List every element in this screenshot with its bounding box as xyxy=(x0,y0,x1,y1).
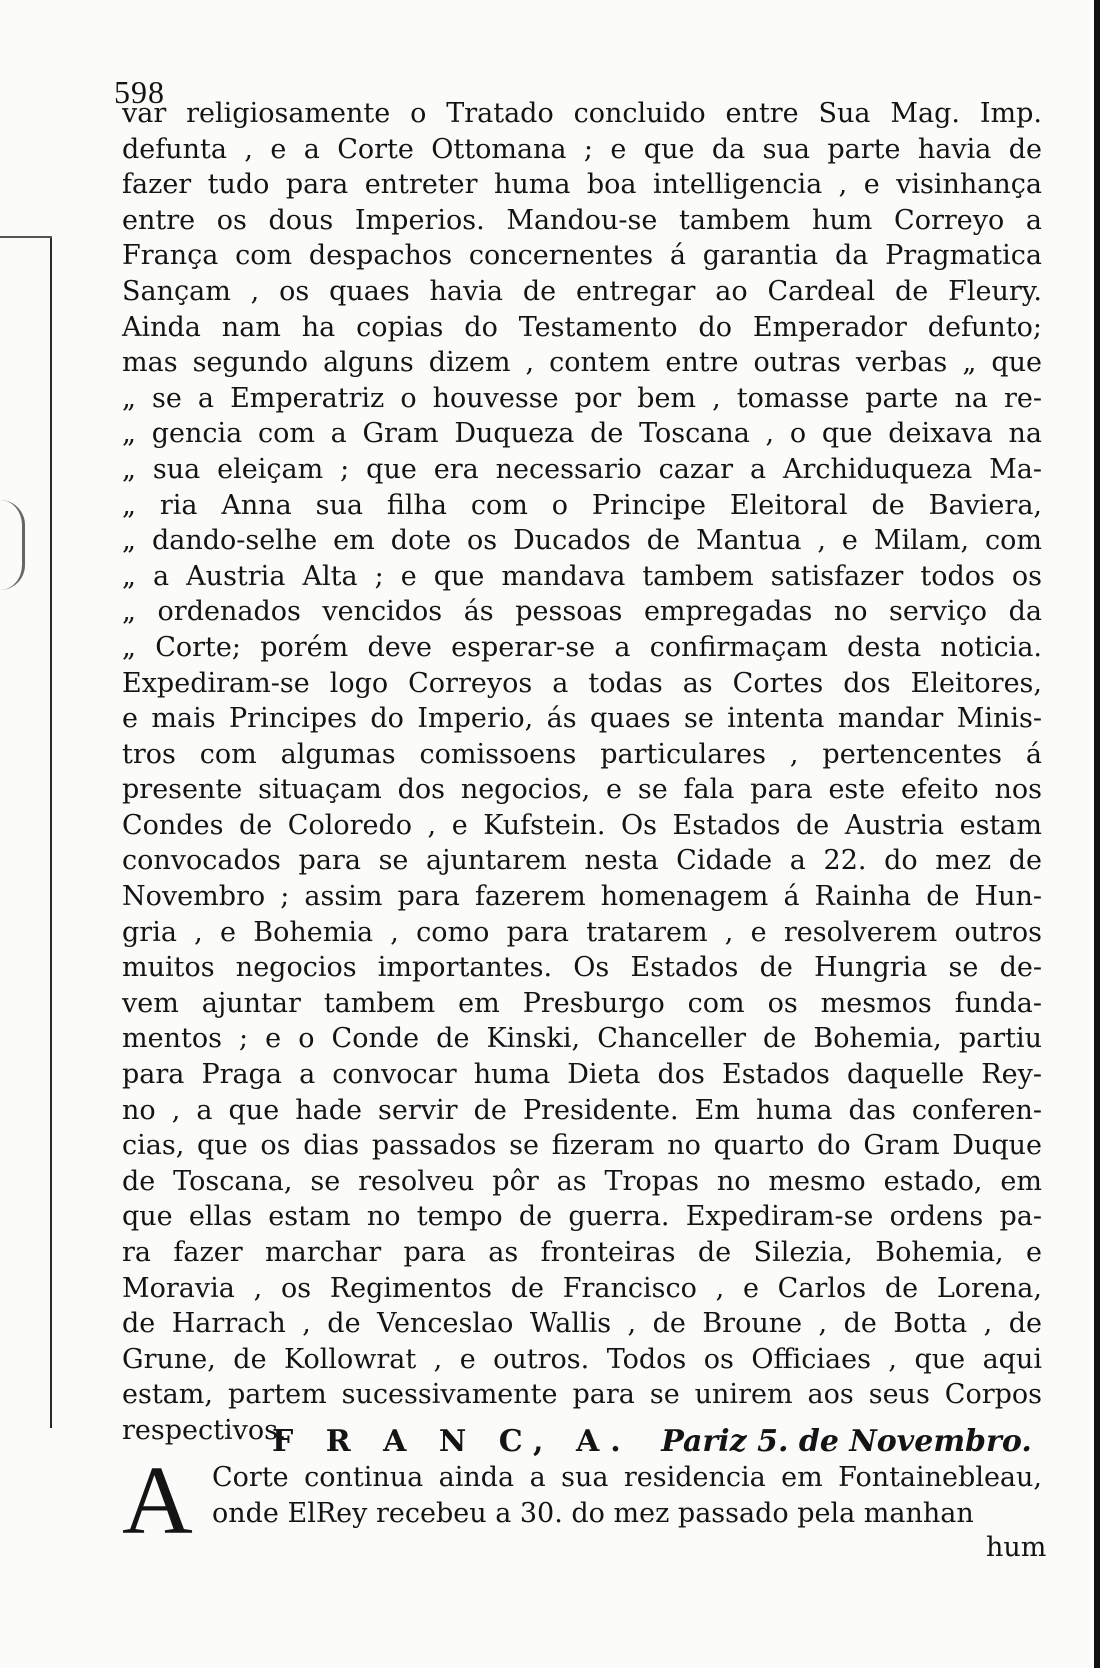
text-line: presente situaçam dos negocios, e se fala para este efeito nos xyxy=(122,774,1042,806)
text-line: Grune, de Kollowrat , e outros. Todos os Officiaes , que aqui xyxy=(122,1343,1042,1375)
text-line: mentos ; e o Conde de Kinski, Chanceller de Bohemia, partiu xyxy=(122,1023,1042,1055)
text-line: gria , e Bohemia , como para tratarem , e resolverem outros xyxy=(122,916,1042,948)
catchword: hum xyxy=(986,1532,1047,1563)
text-line: Condes de Coloredo , e Kufstein. Os Estados de Austria estam xyxy=(122,809,1042,841)
text-line: estam, partem sucessivamente para se unirem aos seus Corpos xyxy=(122,1379,1042,1411)
text-line: Novembro ; assim para fazerem homenagem á Rainha de Hun- xyxy=(122,881,1042,913)
text-line: entre os dous Imperios. Mandou-se tambem hum Correyo a xyxy=(122,204,1042,236)
text-line: que ellas estam no tempo de guerra. Expediram-se ordens pa- xyxy=(122,1201,1042,1233)
text-line: mas segundo alguns dizem , contem entre outras verbas „ que xyxy=(122,347,1042,379)
section-country: F R A N C, A. xyxy=(272,1424,632,1459)
page-number: 598 xyxy=(114,74,165,110)
text-line: Expediram-se logo Correyos a todas as Cortes dos Eleitores, xyxy=(122,667,1042,699)
text-line: „ a Austria Alta ; e que mandava tambem satisfazer todos os xyxy=(122,560,1042,592)
text-line: vem ajuntar tambem em Presburgo com os mesmos funda- xyxy=(122,987,1042,1019)
margin-rule xyxy=(50,238,52,1428)
text-line: e mais Principes do Imperio, ás quaes se intenta mandar Minis- xyxy=(122,703,1042,735)
text-line: França com despachos concernentes á garantia da Pragmatica xyxy=(122,240,1042,272)
section-dateline: Pariz 5. de Novembro. xyxy=(661,1424,1032,1459)
text-line: muitos negocios importantes. Os Estados de Hungria se de- xyxy=(122,952,1042,984)
text-line: para Praga a convocar huma Dieta dos Estados daquelle Rey- xyxy=(122,1059,1042,1091)
text-line: cias, que os dias passados se fizeram no quarto do Gram Duque xyxy=(122,1130,1042,1162)
margin-bracket xyxy=(0,500,25,590)
text-line: Moravia , os Regimentos de Francisco , e Carlos de Lorena, xyxy=(122,1272,1042,1304)
text-line: Corte continua ainda a sua residencia em Fontainebleau, xyxy=(212,1462,1042,1493)
text-line: „ Corte; porém deve esperar-se a confirmaçam desta noticia. xyxy=(122,631,1042,663)
page-edge-shadow xyxy=(1094,0,1100,1668)
text-line: fazer tudo para entreter huma boa intelligencia , e visinhança xyxy=(122,169,1042,201)
text-line: onde ElRey recebeu a 30. do mez passado pela manhan xyxy=(212,1497,974,1529)
text-line: „ ordenados vencidos ás pessoas empregadas no serviço da xyxy=(122,596,1042,628)
text-line: Sançam , os quaes havia de entregar ao Cardeal de Fleury. xyxy=(122,275,1042,307)
section-heading xyxy=(272,1424,1032,1460)
text-line: convocados para se ajuntarem nesta Cidade a 22. do mez de xyxy=(122,845,1042,877)
text-line: de Harrach , de Venceslao Wallis , de Broune , de Botta , de xyxy=(122,1308,1042,1340)
text-line: respectivos. xyxy=(122,1414,287,1446)
text-line: no , a que hade servir de Presidente. Em huma das conferen- xyxy=(122,1094,1042,1126)
text-line: tros com algumas comissoens particulares , pertencentes á xyxy=(122,738,1042,770)
text-line: de Toscana, se resolveu pôr as Tropas no mesmo estado, em xyxy=(122,1165,1042,1197)
body-text xyxy=(122,96,1042,1449)
text-line: „ ria Anna sua filha com o Principe Eleitoral de Baviera, xyxy=(122,489,1042,521)
text-line: defunta , e a Corte Ottomana ; e que da sua parte havia de xyxy=(122,133,1042,165)
text-line: var religiosamente o Tratado concluido entre Sua Mag. Imp. xyxy=(122,98,1042,129)
text-line: „ sua eleiçam ; que era necessario cazar a Archiduqueza Ma- xyxy=(122,453,1042,485)
text-line: Ainda nam ha copias do Testamento do Emperador defunto; xyxy=(122,311,1042,343)
text-line: „ se a Emperatriz o houvesse por bem , tomasse parte na re- xyxy=(122,382,1042,414)
text-line: „ dando-selhe em dote os Ducados de Mantua , e Milam, com xyxy=(122,525,1042,557)
paragraph-france xyxy=(212,1460,1042,1531)
drop-cap: A xyxy=(122,1447,193,1555)
text-line: „ gencia com a Gram Duqueza de Toscana , o que deixava na xyxy=(122,418,1042,450)
margin-tick xyxy=(0,236,52,238)
text-line: ra fazer marchar para as fronteiras de Silezia, Bohemia, e xyxy=(122,1237,1042,1268)
